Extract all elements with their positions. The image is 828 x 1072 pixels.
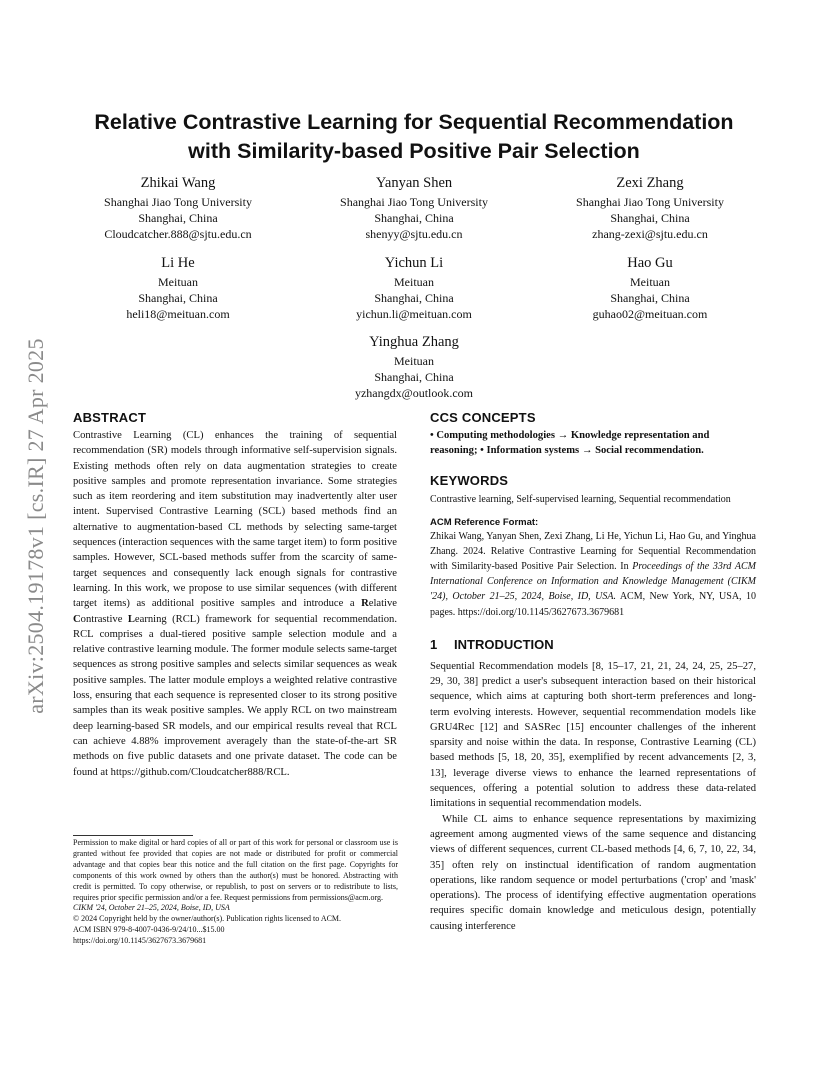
author-email: yzhangdx@outlook.com <box>354 386 474 400</box>
isbn: ACM ISBN 979-8-4007-0436-9/24/10...$15.00 <box>73 925 225 935</box>
author-email: yichun.li@meituan.com <box>356 307 472 321</box>
footnote-divider <box>73 835 193 836</box>
author-location: Shanghai, China <box>374 370 454 384</box>
conference-info: CIKM '24, October 21–25, 2024, Boise, ID, USA <box>73 903 230 913</box>
abstract-heading: ABSTRACT <box>73 410 147 425</box>
section-number: 1 <box>430 636 438 652</box>
author-name: Hao Gu <box>627 255 673 271</box>
ccs-heading: CCS CONCEPTS <box>430 410 536 425</box>
author-location: Shanghai, China <box>374 211 454 225</box>
acm-reference-text: Zhikai Wang, Yanyan Shen, Zexi Zhang, Li He, Yichun Li, Hao Gu, and Yinghua Zhang. 2024. Relative Contrastive Learning for Sequential Recommendation with Similarity-based Positive Pair Selection. In Proceedings of the 33rd ACM International Conference on Information and Knowledge Management (CIKM '24), October 21–25, 2024, Boise, ID, USA. ACM, New York, NY, USA, 10 pages. https://doi.org/10.1145/3627673.3679681 <box>430 531 756 618</box>
title-line-1: Relative Contrastive Learning for Sequential Recommendation <box>94 110 734 134</box>
abstract-text: Contrastive Learning (CL) enhances the training of sequential recommendation (SR) models through informative self-supervision signals. Existing methods often rely on data augmentation strategies to create positive samples and promote representation invariance. Some strategies such as item reordering and item substitution may inadvertently alter user intent. Supervised Contrastive Learning (SCL) based methods find an alternative to augmentation-based CL methods by selecting same-target sequences (interaction sequences with the same target item) to form positive samples. However, SCL-based methods suffer from the scarcity of same-target sequences and consequently lack enough signals for contrastive learning. In this work, we propose to use similar sequences (with different target items) as additional positive samples and introduce a Relative Contrastive Learning (RCL) framework for sequential recommendation. RCL comprises a dual-tiered positive sample selection module and a relative contrastive learning module. The former module selects same-target sequences as strong positive samples and selects similar sequences as weak positive samples. The latter module employs a weighted relative contrastive loss, ensuring that each sequence is represented closer to its strong positive samples than its weak positive samples. We apply RCL on two mainstream deep learning-based SR models, and our empirical results reveal that RCL can achieve 4.88% improvement averagely than the state-of-the-art SR methods on five public datasets and one private dataset. The code can be found at https://github.com/Cloudcatcher888/RCL. <box>73 430 397 778</box>
introduction-heading <box>430 637 756 653</box>
copyright-notice: © 2024 Copyright held by the owner/author(s). Publication rights licensed to ACM. <box>73 914 342 924</box>
author-name: Li He <box>161 255 195 271</box>
arxiv-stamp <box>14 296 58 756</box>
author-affiliation: Meituan <box>394 354 434 368</box>
author-name: Yanyan Shen <box>375 175 453 191</box>
author-location: Shanghai, China <box>374 291 454 305</box>
author-email: shenyy@sjtu.edu.cn <box>365 227 463 241</box>
author-card <box>296 173 532 242</box>
right-column <box>430 410 756 934</box>
author-location: Shanghai, China <box>138 211 218 225</box>
paper-title <box>60 108 768 166</box>
author-email: zhang-zexi@sjtu.edu.cn <box>592 227 708 241</box>
author-card <box>296 332 532 401</box>
author-card <box>532 253 768 322</box>
author-location: Shanghai, China <box>138 291 218 305</box>
author-name: Zexi Zhang <box>616 175 684 191</box>
permission-text: Permission to make digital or hard copies of all or part of this work for personal or classroom use is granted without fee provided that copies are not made or distributed for profit or commercial advantage and that copies bear this notice and the full citation on the first page. Copyrights for components of this work owned by others than the author(s) must be honored. Abstracting with credit is permitted. To copy otherwise, or republish, to post on servers or to redistribute to lists, requires prior specific permission and/or a fee. Request permissions from permissions@acm.org. <box>73 838 398 902</box>
author-name: Yichun Li <box>384 255 444 271</box>
keywords-heading: KEYWORDS <box>430 473 509 488</box>
author-card <box>60 173 296 242</box>
author-affiliation: Meituan <box>158 275 198 289</box>
author-affiliation: Meituan <box>630 275 670 289</box>
introduction-paragraph-1: Sequential Recommendation models [8, 15–17, 21, 21, 24, 24, 25, 25–27, 29, 30, 38] predict a user's subsequent interaction based on their historical sequence, which aims at capturing both short-term preferences and long-term evolving interests. However, sequential recommendation models like GRU4Rec [12] and SASRec [15] encounter challenges of the inherent sparsity and noise within the data. In response, Contrastive Learning (CL) based methods [5, 18, 20, 35], exemplified by recent advancements [2, 3, 13], leverage diverse views to enhance the learned representations of sequences, offering a potential solution to address these data-related limitations in sequential recommendation models. <box>430 660 756 810</box>
left-column <box>73 410 397 780</box>
section-title: INTRODUCTION <box>454 636 554 652</box>
author-email: guhao02@meituan.com <box>592 307 708 321</box>
author-card <box>60 253 296 322</box>
author-affiliation: Shanghai Jiao Tong University <box>104 195 252 209</box>
author-card <box>296 253 532 322</box>
author-name: Zhikai Wang <box>140 175 216 191</box>
keywords-text: Contrastive learning, Self-supervised learning, Sequential recommendation <box>430 494 731 505</box>
author-affiliation: Shanghai Jiao Tong University <box>340 195 488 209</box>
title-line-2: with Similarity-based Positive Pair Selection <box>188 139 640 163</box>
author-affiliation: Meituan <box>394 275 434 289</box>
introduction-paragraph-2: While CL aims to enhance sequence representations by maximizing agreement among augmented views of the same sequence and distancing views of different sequences, current CL-based methods [4, 6, 7, 10, 22, 34, 35] often rely on instinctual identification of random augmentation operations, like random sequence or model perturbations ('crop' and 'mask' operations). The process of identifying effective augmentation operations requires specific domain knowledge and meticulous design, potentially causing interference <box>430 813 756 932</box>
author-location: Shanghai, China <box>610 291 690 305</box>
doi-link[interactable]: https://doi.org/10.1145/3627673.3679681 <box>73 936 207 946</box>
author-email: Cloudcatcher.888@sjtu.edu.cn <box>104 227 252 241</box>
author-card <box>532 173 768 242</box>
acm-reference-heading: ACM Reference Format: <box>430 517 539 529</box>
ccs-text: • Computing methodologies → Knowledge representation and reasoning; • Information systems → Social recommendation. <box>430 430 710 456</box>
author-location: Shanghai, China <box>610 211 690 225</box>
author-email: heli18@meituan.com <box>126 307 230 321</box>
permission-footnote <box>73 838 398 947</box>
author-name: Yinghua Zhang <box>369 334 459 350</box>
arxiv-identifier: arXiv:2504.19178v1 [cs.IR] 27 Apr 2025 <box>23 338 48 714</box>
author-affiliation: Shanghai Jiao Tong University <box>576 195 724 209</box>
